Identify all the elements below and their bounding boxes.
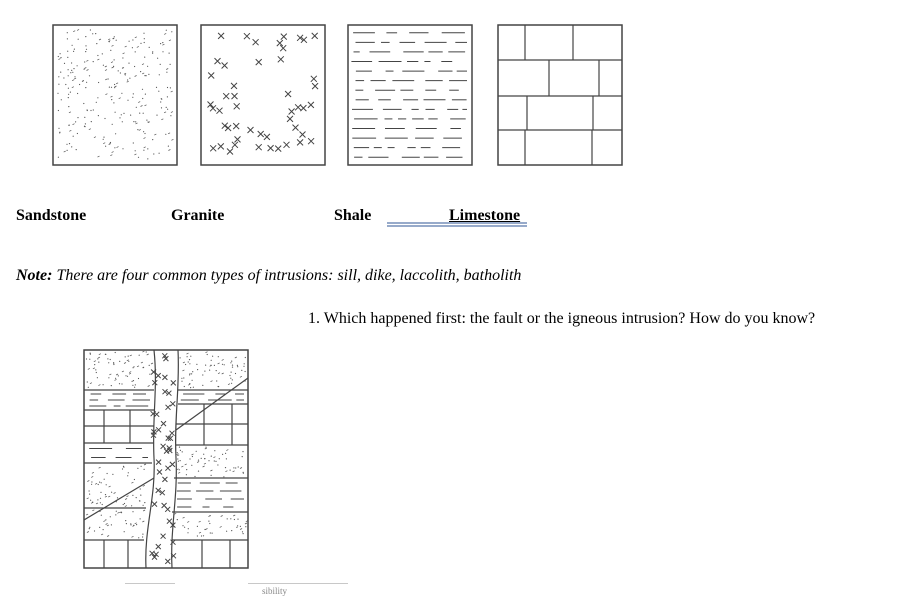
cross-section-diagram (82, 348, 250, 570)
legend-label-sandstone: Sandstone (16, 207, 87, 224)
double-underline (387, 222, 527, 227)
sandstone-swatch (52, 24, 178, 166)
note-paragraph (16, 267, 521, 285)
shale-swatch (347, 24, 473, 166)
question-1: 1. Which happened first: the fault or the igneous intrusion? How do you know? (308, 310, 816, 327)
limestone-swatch (497, 24, 623, 166)
note-text: There are four common types of intrusions: sill, dike, laccolith, batholith (52, 267, 522, 284)
legend-label-shale: Shale (334, 207, 372, 224)
legend-label-granite: Granite (171, 207, 225, 224)
bottom-rule-left (125, 583, 175, 584)
cutoff-text: sibility (262, 586, 288, 596)
legend-label-limestone: Limestone (449, 207, 521, 224)
bottom-rule-right (248, 583, 348, 584)
granite-swatch (200, 24, 326, 166)
note-prefix: Note: (16, 267, 53, 284)
